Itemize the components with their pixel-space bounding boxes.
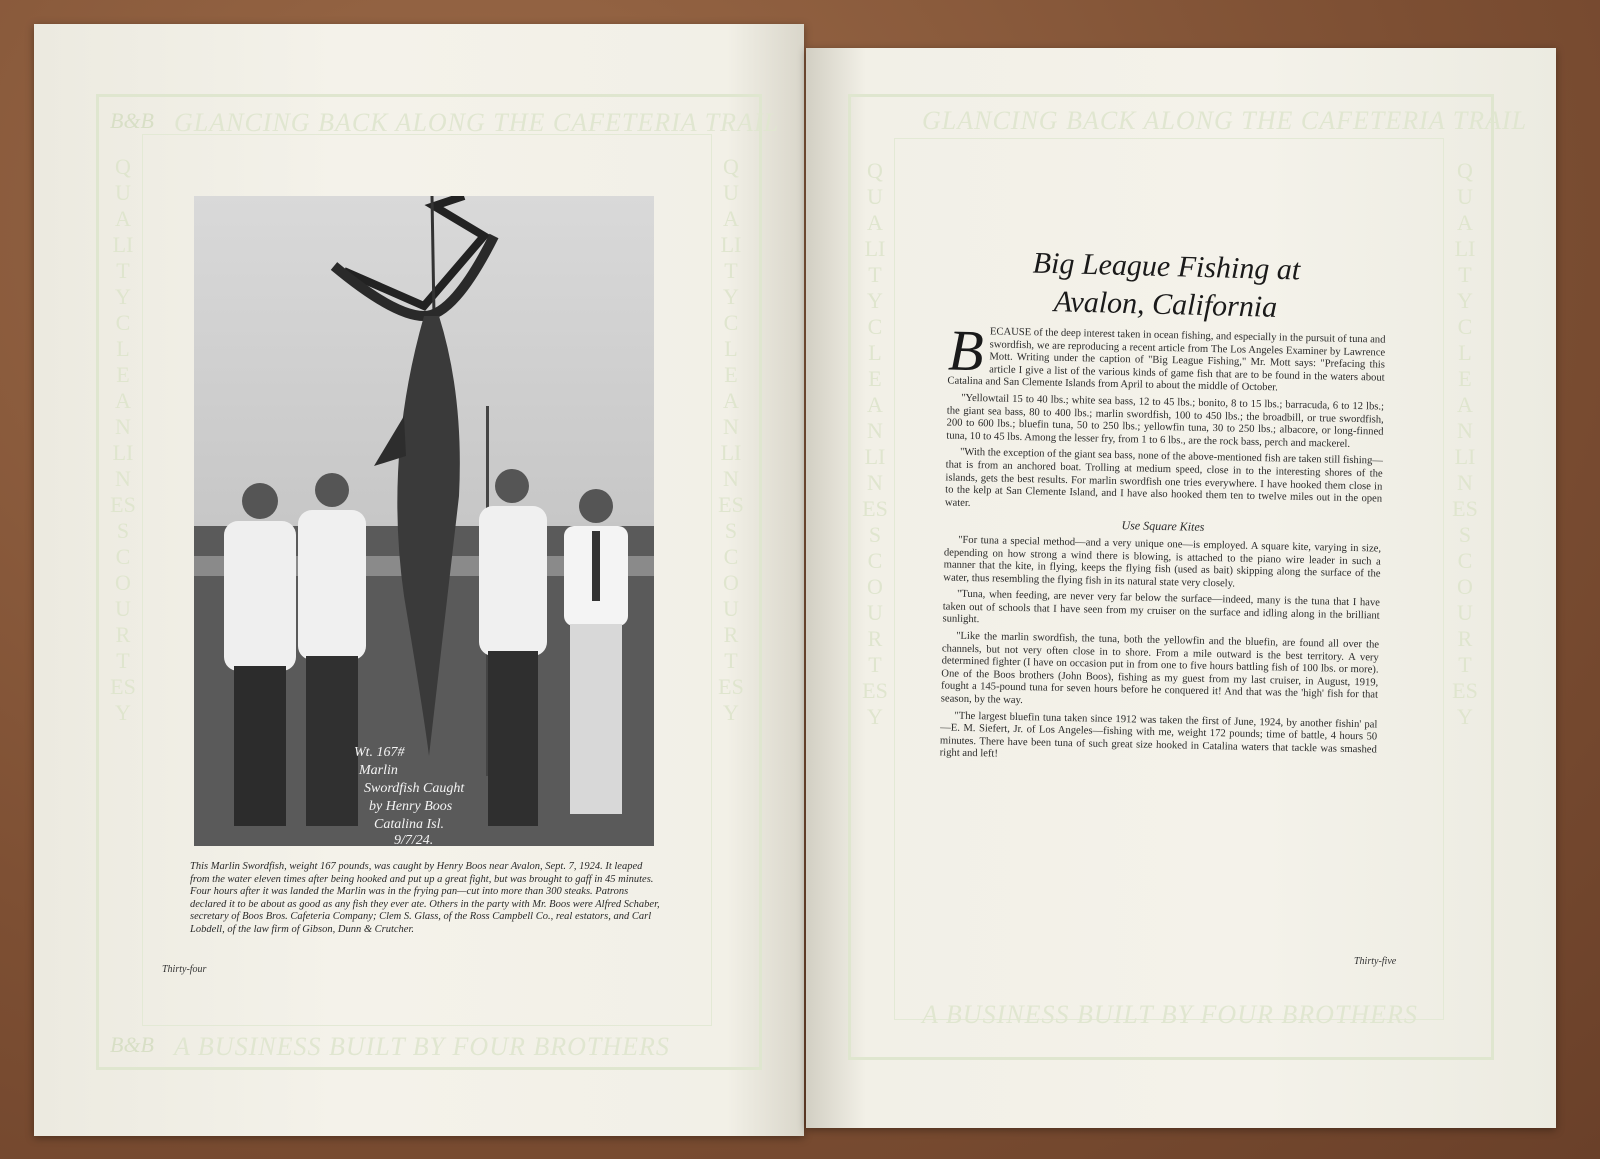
man-3	[479, 469, 547, 826]
side-motto-left: QUALITY CLEANLINESS COURTESY	[862, 158, 888, 729]
inscription-line: 9/7/24.	[394, 833, 434, 846]
paragraph-1-text: ECAUSE of the deep interest taken in ocean fishing, and especially in the pursuit of tuna and swordfish, we are reproducing a recent article from The Los Angeles Examiner by Lawrence Mott. Writing under the caption of "Big League Fishing," Mr. Mott says: "Prefacing this article I give a list of the various kinds of game fish that are to be found in the waters about Catalina and San Clemente Islands from April to about the middle of October.	[947, 326, 1386, 394]
paragraph-3: "With the exception of the giant sea bass, none of the above-mentioned fish are taken still fishing—that is from an anchored boat. Trolling at medium speed, close in to the interesting shores of the islands, gets the best results. For marlin swordfish one tries everywhere. I have hooked them close in to the kelp at San Clemente Island, and I have also hooked them ten to twelve miles out in the open water.	[944, 447, 1384, 509]
section-subheading: Use Square Kites	[1121, 518, 1205, 535]
man-1	[224, 483, 296, 826]
footer-banner: A BUSINESS BUILT BY FOUR BROTHERS	[922, 1000, 1418, 1029]
drop-cap: B	[947, 317, 985, 384]
inscription-line: by Henry Boos	[369, 799, 453, 814]
page-number: Thirty-five	[1354, 956, 1397, 967]
title-line-1: Big League Fishing at	[1032, 246, 1301, 287]
marlin-photograph	[194, 196, 654, 846]
left-page	[34, 24, 804, 1136]
man-4	[564, 489, 628, 814]
paragraph-4: "For tuna a special method—and a very unique one—is employed. A square kite, varying in size, depending on how strong a wind there is blowing, is attached to the piano wire leader in such a manner that the kite, in flying, keeps the flying fish (used as bait) skipping along the surface of the water, thus resembling the flying fish in its natural state very closely.	[943, 534, 1382, 590]
article-title	[955, 243, 1377, 330]
paragraph-2: "Yellowtail 15 to 40 lbs.; white sea bass, 12 to 45 lbs.; bonito, 8 to 15 lbs.; barracuda, 6 to 12 lbs.; the giant sea bass, 80 to 400 lbs.; marlin swordfish, 100 to 450 lbs.; the broadbill, or true swordfish, 200 to 600 lbs.; bluefin tuna, 50 to 250 lbs.; yellowfin tuna, 30 to 250 lbs.; albacore, or long-finned tuna, 10 to 45 lbs. Among the lesser fry, from 1 to 6 lbs., are the rock bass, perch and mackerel.	[946, 392, 1385, 450]
article-body	[939, 317, 1386, 773]
man-2	[298, 473, 366, 826]
paragraph-6: "Like the marlin swordfish, the tuna, both the yellowfin and the bluefin, are found all over the channels, but not very often close in to shore. From a mile outward is the best territory. A very determined fighter (I have on occasion put in from one to five hours battling fish of 100 lbs. or more). One of the Boos brothers (John Boos), fishing as my guest from my last cruiser, in August, 1919, fought a 145-pound tuna for seven hours before he conquered it! And that was the 'high' fish for that season, by the way.	[940, 630, 1380, 707]
right-page	[806, 48, 1556, 1128]
page-number: Thirty-four	[162, 964, 207, 975]
side-motto-left: QUALITY CLEANLINESS COURTESY	[110, 154, 136, 725]
photo-illustration	[194, 196, 654, 846]
paragraph-1	[947, 317, 1386, 397]
side-motto-right: QUALITY CLEANLINESS COURTESY	[718, 154, 744, 725]
inscription-line: Wt. 167#	[354, 745, 405, 760]
side-motto-right: QUALITY CLEANLINESS COURTESY	[1452, 158, 1478, 729]
header-banner: GLANCING BACK ALONG THE CAFETERIA TRAIL	[922, 106, 1528, 135]
inscription-line: Catalina Isl.	[374, 817, 445, 832]
paragraph-5: "Tuna, when feeding, are never very far below the surface—indeed, many is the tuna that I have taken out of schools that I have seen from my cruiser on the surface and idling along in the brilliant sunlight.	[942, 588, 1381, 626]
monogram-bottom: B&B	[110, 1032, 154, 1057]
footer-banner: A BUSINESS BUILT BY FOUR BROTHERS	[174, 1032, 670, 1061]
inscription-line: Swordfish Caught	[364, 781, 465, 796]
header-banner: GLANCING BACK ALONG THE CAFETERIA TRAIL	[174, 108, 780, 137]
photo-caption: This Marlin Swordfish, weight 167 pounds, was caught by Henry Boos near Avalon, Sept. 7, 1924. It leaped from the water eleven times after being hooked and put up a great fight, but was brought to gaff in 45 minutes. Four hours after it was landed the Marlin was in the frying pan—cut into more than 300 steaks. Patrons declared it to be about as good as any fish they ever ate. Others in the party with Mr. Boos were Alfred Schaber, secretary of Boos Bros. Cafeteria Company; Clem S. Glass, of the Ross Campbell Co., real estators, and Carl Lobdell, of the law firm of Gibson, Dunn & Crutcher.	[190, 861, 660, 935]
inscription-line: Marlin	[359, 763, 398, 778]
monogram-top: B&B	[110, 108, 154, 133]
title-line-2: Avalon, California	[1053, 285, 1278, 324]
paragraph-7: "The largest bluefin tuna taken since 1912 was taken the first of June, 1924, by another fishin' pal—E. M. Siefert, Jr. of Los Angeles—fishing with me, weight 172 pounds; time of battle, 4 hours 50 minutes. There have been tuna of such great size hooked in Catalina waters that tackle was smashed right and left!	[939, 710, 1378, 761]
